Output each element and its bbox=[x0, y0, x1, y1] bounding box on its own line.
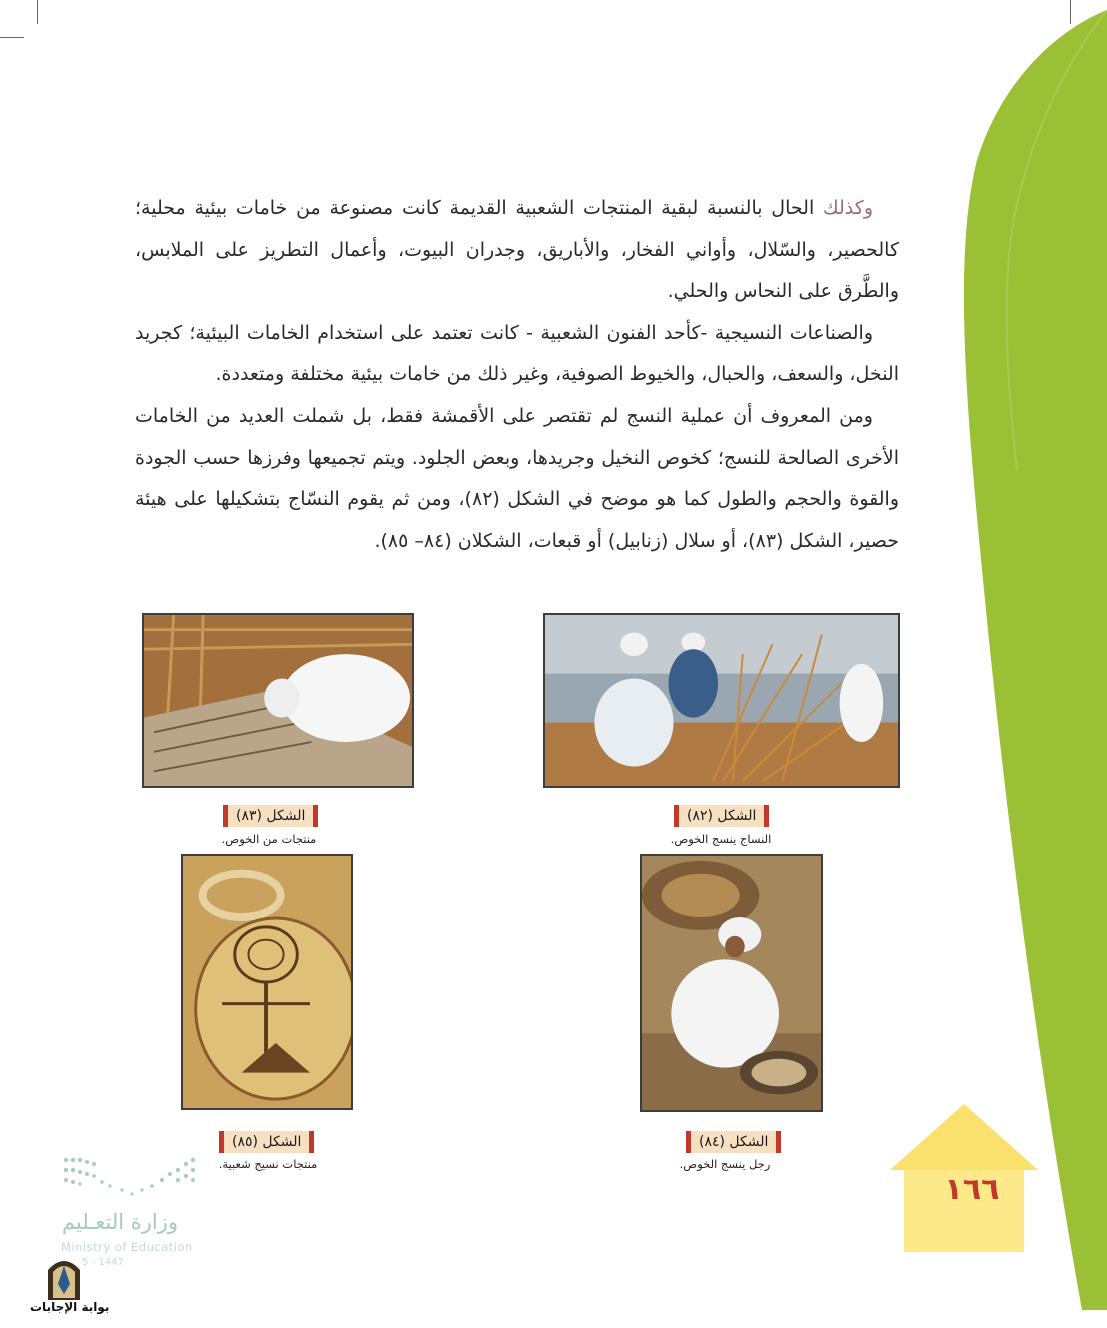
figure-85-label: الشكل (٨٥) bbox=[219, 1131, 314, 1153]
paragraph-lead: وكذلك bbox=[823, 197, 873, 219]
figure-85-photo bbox=[181, 854, 353, 1110]
body-text bbox=[135, 188, 899, 562]
figure-82-photo bbox=[543, 613, 900, 788]
ministry-name-english: Ministry of Education bbox=[61, 1240, 193, 1254]
figure-83-caption: منتجات من الخوص. bbox=[221, 832, 317, 846]
figure-82-caption: النساج ينسج الخوص. bbox=[670, 832, 772, 846]
figure-82-label: الشكل (٨٢) bbox=[674, 805, 769, 827]
paragraph-1: وكذلك الحال بالنسبة لبقية المنتجات الشعبية القديمة كانت مصنوعة من خامات بيئية محلية؛ كالحصير، والسّلال، وأواني الفخار، والأباريق، وجدران البيوت، وأعمال التطريز على الملابس، والطَّرق على النحاس والحلي. bbox=[135, 197, 899, 303]
figure-83-photo bbox=[142, 613, 414, 788]
ministry-logo-icon bbox=[62, 1152, 198, 1200]
ministry-year: 5 - 1447 bbox=[82, 1257, 124, 1268]
portal-logo-icon bbox=[44, 1256, 84, 1300]
crop-mark-left bbox=[0, 37, 24, 38]
figure-84-photo bbox=[640, 854, 823, 1112]
ministry-name-arabic: وزارة التعـليم bbox=[62, 1210, 179, 1234]
figure-84-caption: رجل ينسج الخوص. bbox=[679, 1157, 771, 1171]
figure-85-caption: منتجات نسيج شعبية. bbox=[218, 1157, 318, 1171]
figure-84-label: الشكل (٨٤) bbox=[686, 1131, 781, 1153]
page-number: ١٦٦ bbox=[944, 1172, 1000, 1207]
figure-83-label: الشكل (٨٣) bbox=[223, 805, 318, 827]
paragraph-2: والصناعات النسيجية -كأحد الفنون الشعبية - كانت تعتمد على استخدام الخامات البيئية؛ كجريد النخل، والسعف، والحبال، والخيوط الصوفية، وغير ذلك من خامات بيئية مختلفة ومتعددة. bbox=[135, 321, 899, 386]
crop-mark-top-left bbox=[37, 0, 38, 24]
portal-name: بوابة الإجابات bbox=[30, 1300, 110, 1314]
paragraph-3: ومن المعروف أن عملية النسج لم تقتصر على الأقمشة فقط، بل شملت العديد من الخامات الأخرى الصالحة للنسج؛ كخوص النخيل وجريدها، وبعض الجلود. ويتم تجميعها وفرزها حسب الجودة والقوة والحجم والطول كما هو موضح في الشكل (٨٢)، ومن ثم يقوم النسّاج بتشكيلها على هيئة حصير، الشكل (٨٣)، أو سلال (زنابيل) أو قبعات، الشكلان (٨٤– ٨٥). bbox=[135, 404, 899, 552]
